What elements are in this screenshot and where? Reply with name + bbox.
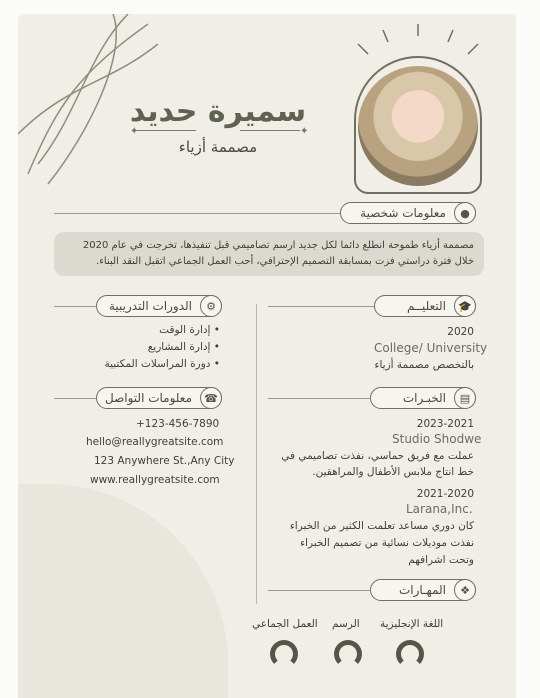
- about-text: مصممة أزياء طموحة انطلع دائما لكل جديد ارسم تصاميمي قبل تنفيذها، تخرجت في عام 2020 خلال فترة دراستي فزت بمسابقة التصميم الإحترافي، أحب العمل الجماعي اتقبل النقد البناء.: [54, 232, 484, 276]
- section-rule: [268, 590, 374, 591]
- skill-label: اللغة الإنجليزية: [380, 618, 444, 630]
- section-rule: [268, 306, 378, 307]
- briefcase-icon: ▤: [454, 387, 476, 409]
- diamond-icon: ✦: [300, 126, 309, 137]
- section-header-contact: ☎ معلومات التواصل: [96, 387, 222, 409]
- section-rule: [54, 306, 98, 307]
- section-rule: [54, 398, 98, 399]
- experience-desc: خط انتاج ملابس الأطفال والمراهقين.: [312, 466, 474, 478]
- experience-desc: عملت مع فريق حماسي، نفذت تصاميمي في: [281, 450, 474, 462]
- section-header-experience: ▤ الخبـرات: [370, 387, 476, 409]
- training-item: • إدارة الوقت: [159, 324, 220, 336]
- education-year: 2020: [447, 326, 474, 338]
- skill-label: الرسم: [332, 618, 360, 630]
- experience-period: 2021-2020: [416, 488, 474, 500]
- education-major: بالتخصص مصممة أزياء: [374, 359, 474, 371]
- title-divider-right: [240, 130, 300, 131]
- skill-label: العمل الجماعي: [252, 618, 318, 630]
- section-header-education: 🎓 التعليــم: [374, 295, 476, 317]
- experience-period: 2023-2021: [416, 418, 474, 430]
- person-icon: ●: [454, 202, 476, 224]
- resume-page: [18, 14, 516, 698]
- experience-company: Larana,Inc.: [406, 502, 473, 516]
- section-header-personal: ● معلومات شخصية: [340, 202, 476, 224]
- gear-icon: ⚙: [200, 295, 222, 317]
- decorative-blob: [18, 484, 228, 698]
- training-item: • إدارة المشاريع: [147, 341, 220, 353]
- skill-gauge: [270, 640, 298, 668]
- diamond-icon: ✦: [130, 126, 139, 137]
- education-school: College/ University: [374, 341, 488, 355]
- contact-phone[interactable]: +123-456-7890: [136, 418, 220, 430]
- experience-desc: نفذت موديلات نسائية من تصميم الخبراء: [300, 537, 474, 549]
- experience-desc: وتحت اشرافهم: [408, 554, 474, 566]
- section-rule: [54, 213, 344, 214]
- title-divider-left: [136, 130, 196, 131]
- training-item: • دورة المراسلات المكتبية: [104, 358, 220, 370]
- contact-email[interactable]: hello@reallygreatsite.com: [86, 436, 224, 448]
- phone-icon: ☎: [200, 387, 222, 409]
- contact-website[interactable]: www.reallygreatsite.com: [90, 474, 220, 486]
- graduation-cap-icon: 🎓: [454, 295, 476, 317]
- section-header-training: ⚙ الدورات التدريبية: [96, 295, 222, 317]
- experience-company: Studio Shodwe: [392, 432, 482, 446]
- job-title: مصممة أزياء: [178, 138, 258, 156]
- skill-gauge: [334, 640, 362, 668]
- puzzle-icon: ❖: [454, 579, 476, 601]
- profile-photo: [358, 66, 478, 186]
- column-divider: [256, 304, 257, 604]
- section-rule: [268, 398, 374, 399]
- skill-gauge: [396, 640, 424, 668]
- experience-desc: كان دوري مساعد تعلمت الكثير من الخبراء: [289, 520, 474, 532]
- candidate-name: سميرة حديد: [129, 94, 307, 129]
- contact-address: 123 Anywhere St.,Any City: [94, 455, 235, 467]
- section-header-skills: ❖ المهـارات: [370, 579, 476, 601]
